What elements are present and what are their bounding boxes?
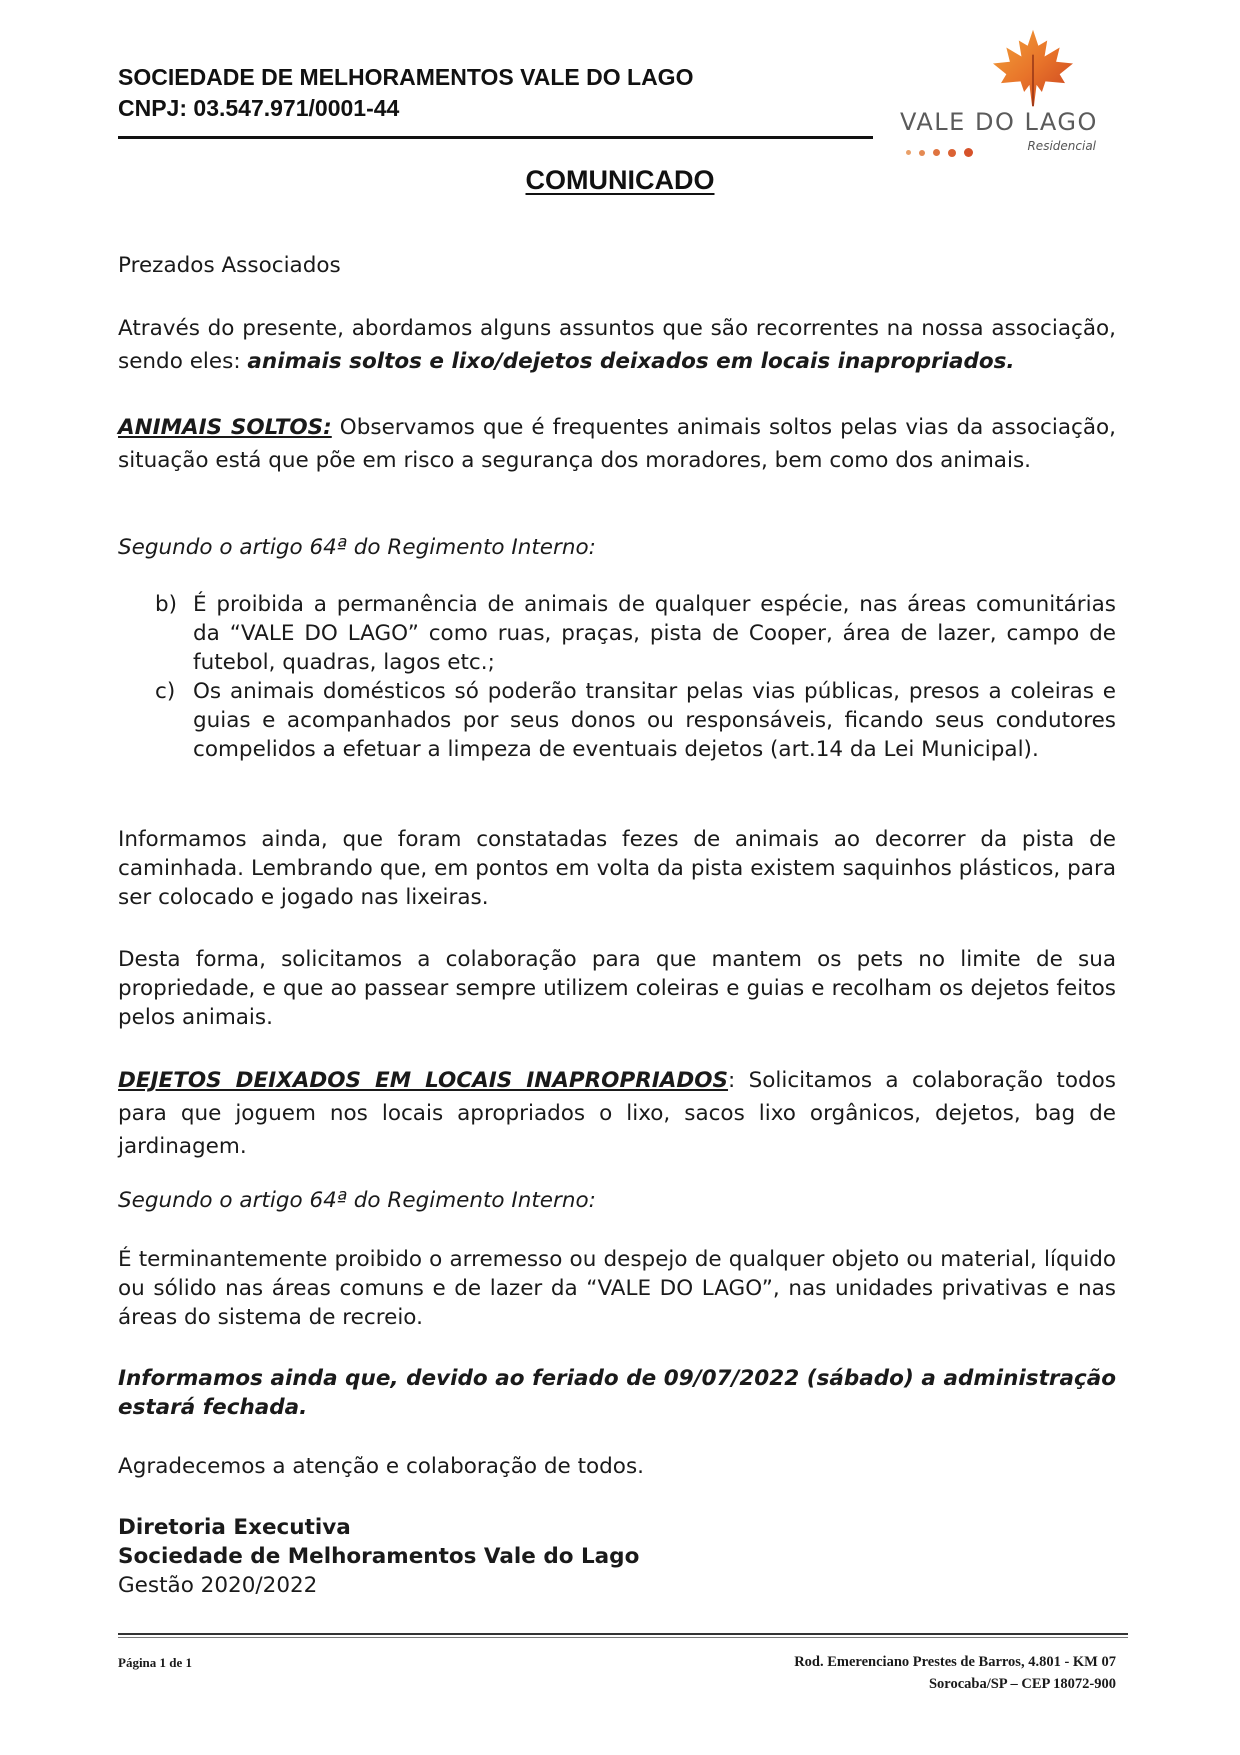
animais-heading: ANIMAIS SOLTOS: <box>118 415 332 440</box>
proibicao-paragraph: É terminantemente proibido o arremesso ou despejo de qualquer objeto ou material, líquido ou sólido nas áreas comuns e de lazer da “VALE DO LAGO”, nas unidades privativas e nas áreas do sistema de recreio. <box>118 1247 1116 1330</box>
animais-paragraph <box>118 411 1116 477</box>
document-title: COMUNICADO <box>525 165 715 195</box>
org-name: SOCIEDADE DE MELHORAMENTOS VALE DO LAGO <box>118 64 694 90</box>
header-block <box>118 62 693 124</box>
rules-list <box>118 590 1116 764</box>
article-reference-1: Segundo o artigo 64ª do Regimento Interno: <box>118 535 596 560</box>
address-line-2: Sorocaba/SP – CEP 18072-900 <box>928 1676 1116 1692</box>
animais-text: Observamos que é frequentes animais soltos pelas vias da associação, situação está que põe em risco a segurança dos moradores, bem como dos animais. <box>118 415 1116 473</box>
intro-text: Através do presente, abordamos alguns assuntos que são recorrentes na nossa associação, sendo eles: <box>118 316 1116 374</box>
dejetos-heading: DEJETOS DEIXADOS EM LOCAIS INAPROPRIADOS <box>118 1068 729 1093</box>
logo-name: VALE DO LAGO <box>900 108 1098 136</box>
dejetos-paragraph <box>118 1064 1116 1163</box>
list-item <box>118 677 1116 764</box>
colaboracao-paragraph: Desta forma, solicitamos a colaboração para que mantem os pets no limite de sua propriedade, e que ao passear sempre utilizem coleiras e guias e recolham os dejetos feitos pelos animais. <box>118 947 1116 1030</box>
agradecimento: Agradecemos a atenção e colaboração de todos. <box>118 1454 644 1479</box>
feriado-paragraph: Informamos ainda que, devido ao feriado de 09/07/2022 (sábado) a administração estará fechada. <box>118 1366 1116 1420</box>
page-number: Página 1 de 1 <box>118 1655 193 1670</box>
signature-line-3: Gestão 2020/2022 <box>118 1573 318 1598</box>
list-item-text: É proibida a permanência de animais de qualquer espécie, nas áreas comunitárias da “VALE DO LAGO” como ruas, praças, pista de Cooper, área de lazer, campo de futebol, quadras, lagos etc.; <box>193 592 1116 675</box>
article-reference-2: Segundo o artigo 64ª do Regimento Interno: <box>118 1188 596 1213</box>
list-item-text: Os animais domésticos só poderão transitar pelas vias públicas, presos a coleiras e guias e acompanhados por seus donos ou responsáveis, ficando seus condutores compelidos a efetuar a limpeza de eventuais dejetos (art.14 da Lei Municipal). <box>193 679 1116 762</box>
logo-subtitle: Residencial <box>1027 139 1096 153</box>
logo-dots <box>906 142 981 161</box>
logo <box>900 32 1100 154</box>
intro-paragraph <box>118 312 1116 378</box>
header-divider <box>118 136 873 139</box>
signature-block <box>118 1513 639 1600</box>
signature-line-2: Sociedade de Melhoramentos Vale do Lago <box>118 1544 640 1569</box>
footer-address <box>794 1651 1116 1695</box>
address-line-1: Rod. Emerenciano Prestes de Barros, 4.801 - KM 07 <box>794 1654 1116 1670</box>
maple-leaf-icon <box>988 28 1078 108</box>
info-fezes-paragraph: Informamos ainda, que foram constatadas fezes de animais ao decorrer da pista de caminhada. Lembrando que, em pontos em volta da pista existem saquinhos plásticos, para ser colocado e jogado nas lixeiras. <box>118 827 1116 910</box>
greeting: Prezados Associados <box>118 253 341 278</box>
footer-divider-thin <box>118 1637 1128 1638</box>
intro-emphasis: animais soltos e lixo/dejetos deixados em locais inapropriados. <box>247 349 1015 374</box>
footer-divider <box>118 1633 1128 1635</box>
signature-line-1: Diretoria Executiva <box>118 1515 351 1540</box>
list-item <box>118 590 1116 677</box>
list-marker: c) <box>155 679 176 704</box>
list-marker: b) <box>155 592 178 617</box>
dejetos-text: : Solicitamos a colaboração todos para que joguem nos locais apropriados o lixo, sacos lixo orgânicos, dejetos, bag de jardinagem. <box>118 1068 1116 1159</box>
cnpj: CNPJ: 03.547.971/0001-44 <box>118 95 400 121</box>
